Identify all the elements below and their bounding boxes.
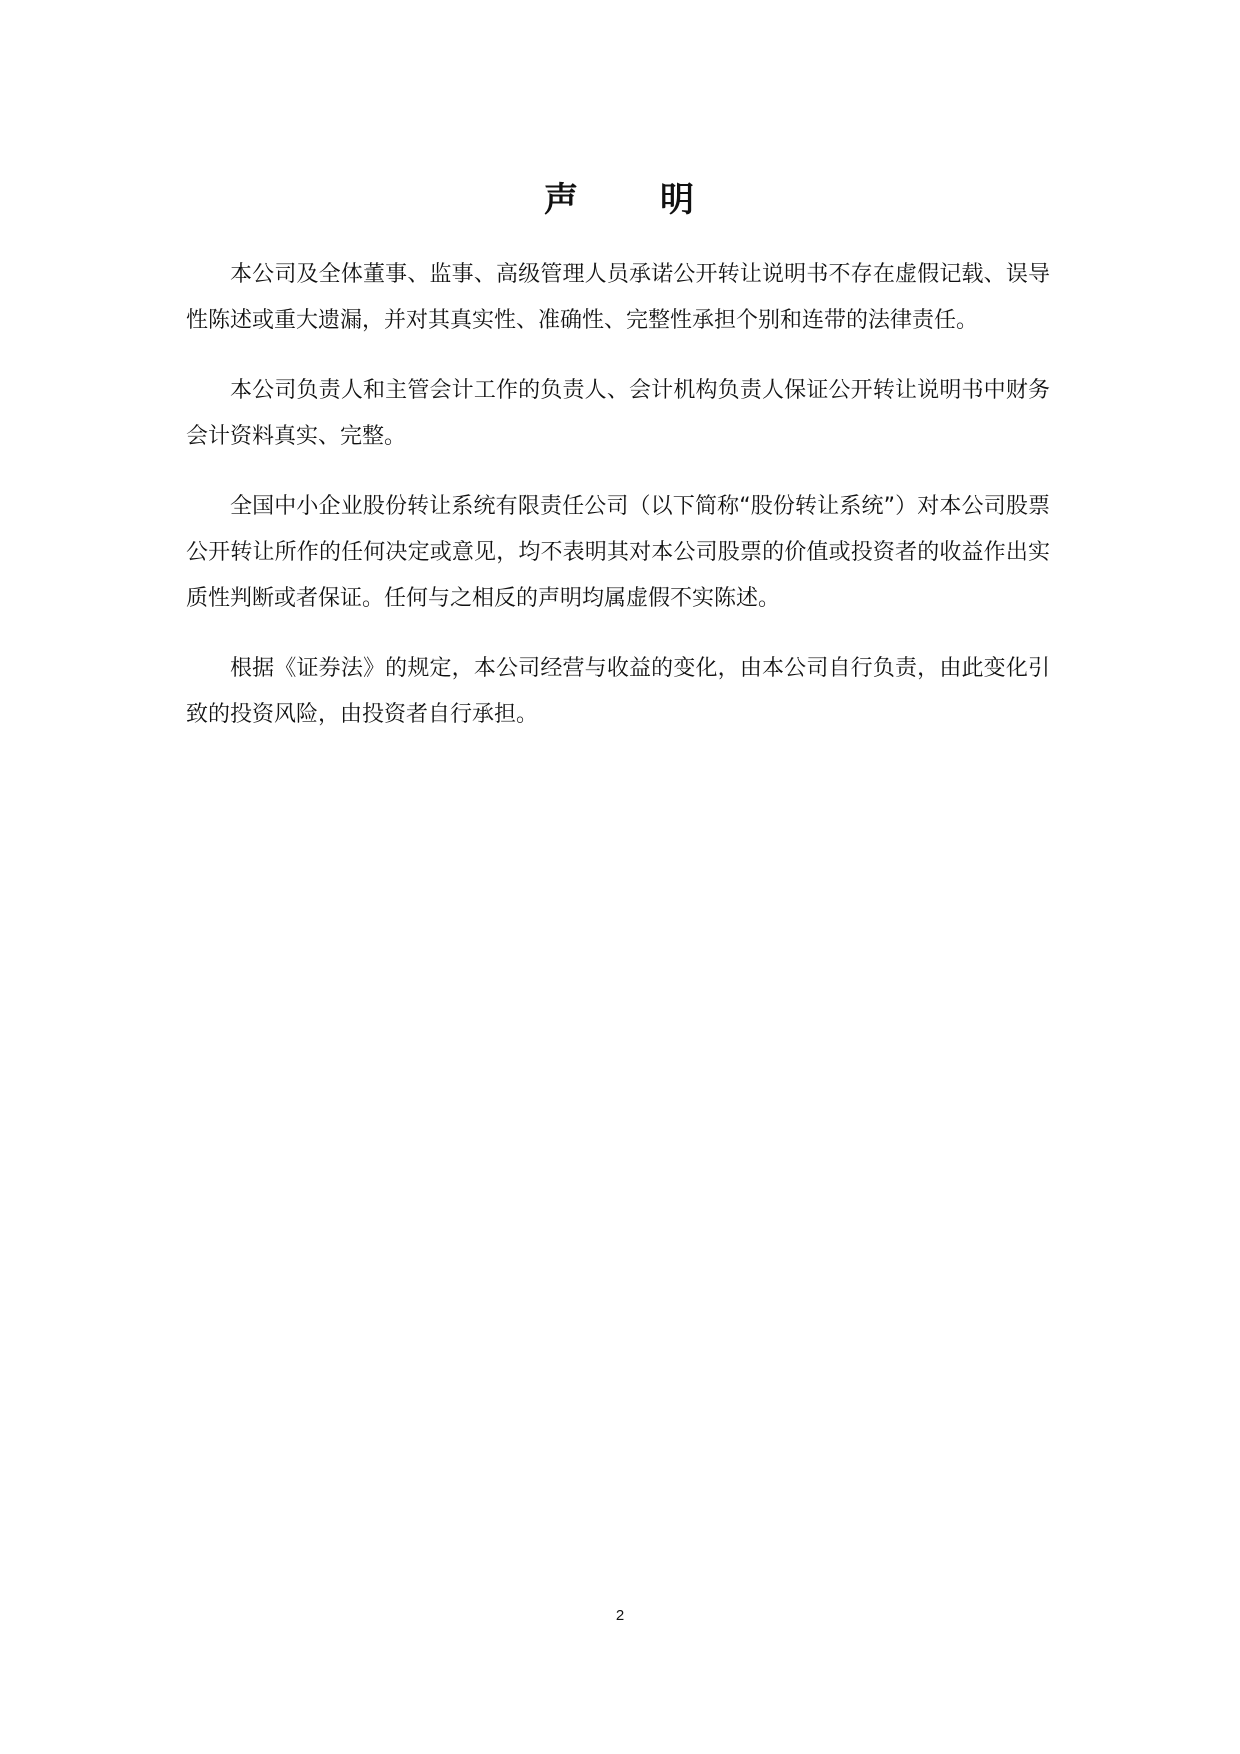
paragraph-liability: 本公司及全体董事、监事、高级管理人员承诺公开转让说明书不存在虚假记载、误导性陈述或重大遗漏，并对其真实性、准确性、完整性承担个别和连带的法律责任。	[186, 262, 1050, 333]
title-char-1: 声	[544, 180, 580, 220]
title-char-2: 明	[660, 180, 696, 220]
paragraph-transfer-system: 全国中小企业股份转让系统有限责任公司（以下简称“股份转让系统”）对本公司股票公开转让所作的任何决定或意见，均不表明其对本公司股票的价值或投资者的收益作出实质性判断或者保证。任何与之相反的声明均属虚假不实陈述。	[186, 494, 1050, 611]
declaration-body	[186, 252, 1050, 762]
paragraph-financial-info: 本公司负责人和主管会计工作的负责人、会计机构负责人保证公开转让说明书中财务会计资料真实、完整。	[186, 378, 1050, 449]
page-title	[0, 172, 1240, 221]
paragraph-investment-risk: 根据《证券法》的规定，本公司经营与收益的变化，由本公司自行负责，由此变化引致的投资风险，由投资者自行承担。	[186, 656, 1050, 727]
page-number: 2	[615, 1607, 625, 1624]
